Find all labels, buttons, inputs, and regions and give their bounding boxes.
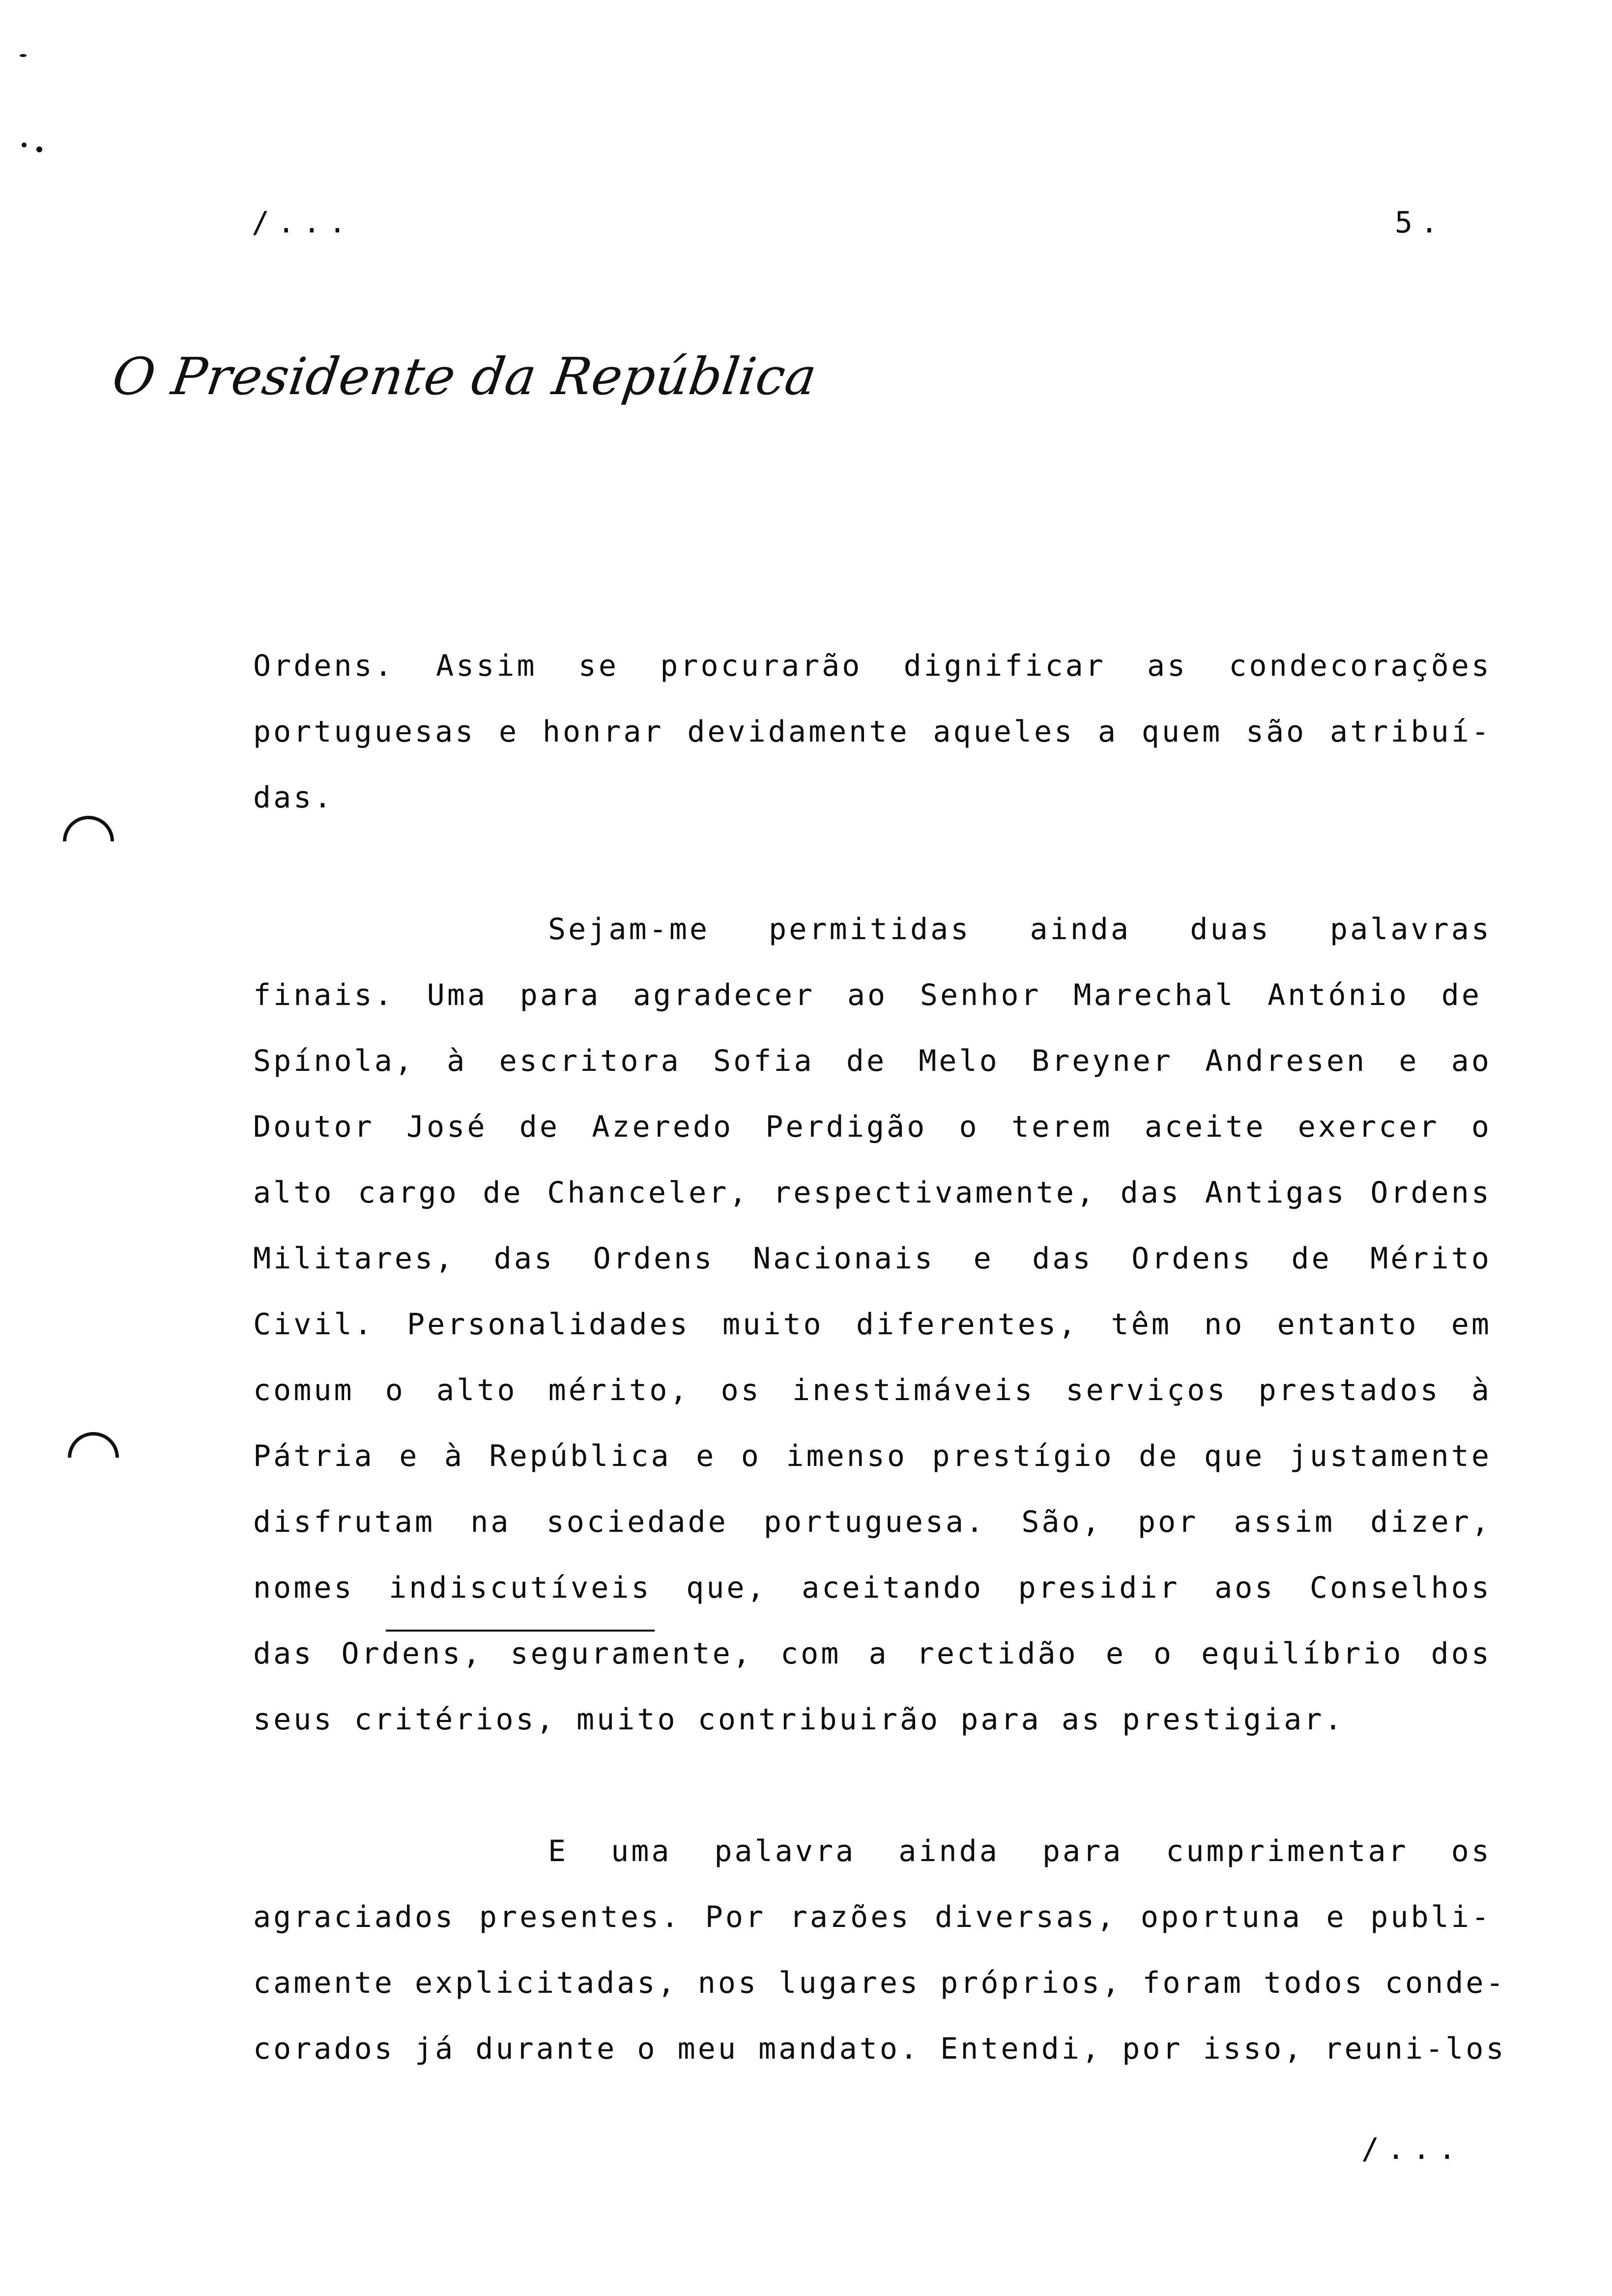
punch-hole-mark [52,805,124,877]
underlined-word: indiscutíveis [389,1555,652,1621]
text-line: comum o alto mérito, os inestimáveis serviços prestados à [253,1373,1492,1407]
text-fragment: nomes [253,1571,389,1605]
text-line: Ordens. Assim se procurarão dignificar as condecorações [253,649,1492,683]
continuation-marker-bottom: /... [1361,2132,1464,2166]
letter-body [253,633,1506,2082]
paragraph [253,896,1492,1752]
text-line: Pátria e à República e o imenso prestígio de que justamente [253,1439,1492,1473]
text-line: corados já durante o meu mandato. Entendi, por isso, reuni-los [253,2032,1506,2066]
continuation-marker-top: /... [252,205,354,240]
text-line: Spínola, à escritora Sofia de Melo Breyner Andresen e ao [253,1044,1492,1078]
page-number: 5. [1395,205,1446,240]
text-line: finais. Uma para agradecer ao Senhor Marechal António de [253,978,1482,1012]
text-line: agraciados presentes. Por razões diversas, oportuna e publi- [253,1900,1492,1934]
text-line: das. [253,780,334,815]
scan-speck [20,54,27,57]
text-line-underlined [253,1555,1492,1621]
paragraph [253,633,1492,831]
text-line: Doutor José de Azeredo Perdigão o terem aceite exercer o [253,1110,1492,1144]
text-line: Sejam-me permitidas ainda duas palavras [548,912,1492,947]
text-line: disfrutam na sociedade portuguesa. São, por assim dizer, [253,1505,1492,1539]
scan-speck [22,143,27,147]
text-line: portuguesas e honrar devidamente aqueles a quem são atribuí- [253,715,1492,749]
text-line: alto cargo de Chanceler, respectivamente, das Antigas Ordens [253,1176,1492,1210]
text-line: camente explicitadas, nos lugares próprios, foram todos conde- [253,1966,1506,2000]
text-fragment: que, aceitando presidir aos Conselhos [651,1571,1492,1605]
text-line: Militares, das Ordens Nacionais e das Ordens de Mérito [253,1241,1492,1276]
scan-speck [36,146,42,152]
text-line: Civil. Personalidades muito diferentes, têm no entanto em [253,1307,1492,1342]
letterhead-title: O Presidente da República [109,346,821,406]
paragraph [253,1818,1506,2082]
text-line: das Ordens, seguramente, com a rectidão e o equilíbrio dos [253,1636,1492,1671]
text-line: E uma palavra ainda para cumprimentar os [548,1834,1492,1868]
text-line: seus critérios, muito contribuirão para as prestigiar. [253,1702,1345,1737]
punch-hole-mark [57,1421,129,1493]
